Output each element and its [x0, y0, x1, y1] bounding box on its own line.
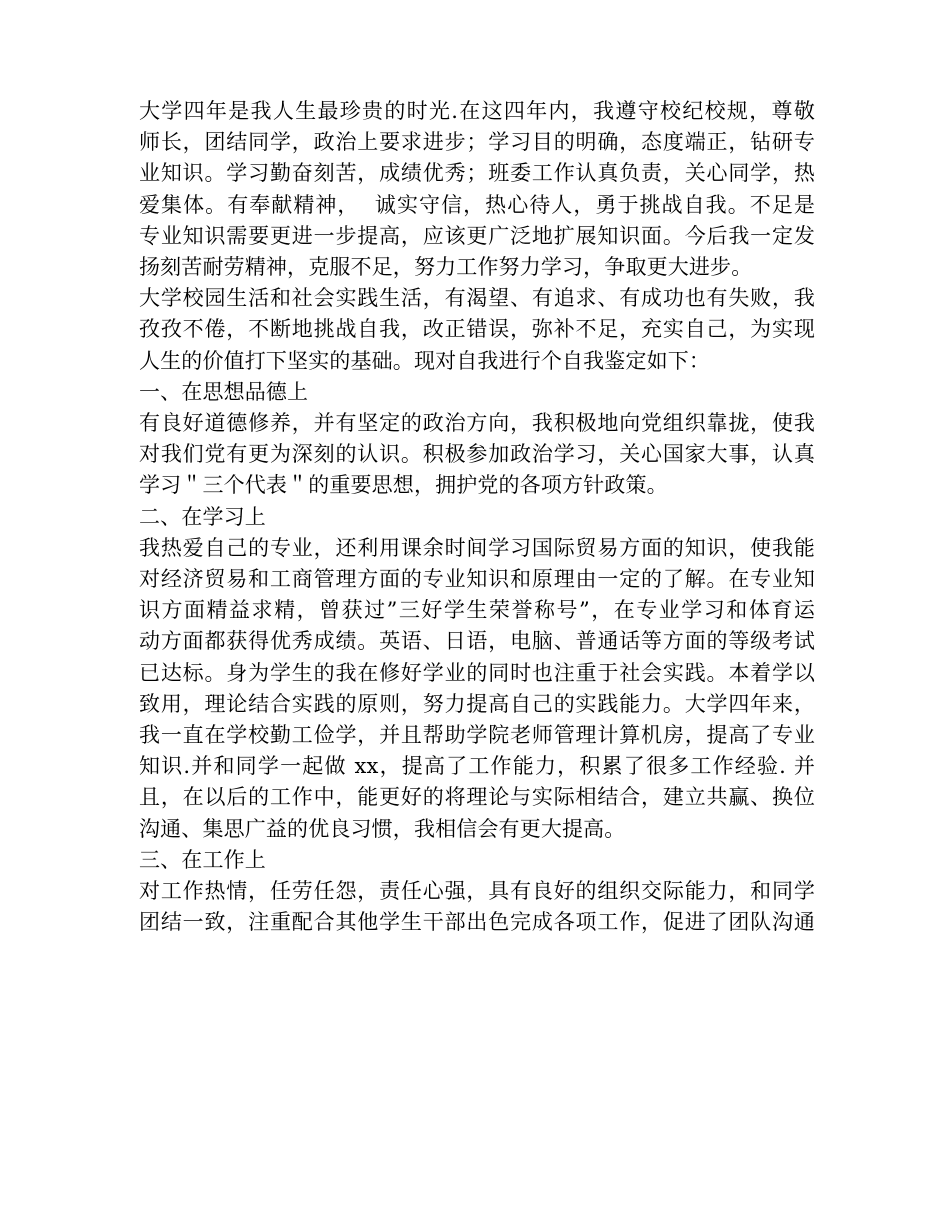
text-line: 识方面精益求精，曾获过”三好学生荣誉称号”，在专业学习和体育运 [139, 598, 815, 623]
text-line: 且，在以后的工作中，能更好的将理论与实际相结合，建立共赢、换位 [139, 785, 815, 810]
text-line: 对我们党有更为深刻的认识。积极参加政治学习，关心国家大事，认真 [139, 442, 815, 467]
text-line: 沟通、集思广益的优良习惯，我相信会有更大提高。 [139, 816, 626, 841]
text-line: 对工作热情，任劳任怨，责任心强，具有良好的组织交际能力，和同学 [139, 879, 815, 904]
text-line: 专业知识需要更进一步提高，应该更广泛地扩展知识面。今后我一定发 [139, 223, 815, 248]
text-line: 学习＂三个代表＂的重要思想，拥护党的各项方针政策。 [139, 473, 668, 498]
document-page [139, 96, 815, 938]
text-line: 大学四年是我人生最珍贵的时光.在这四年内，我遵守校纪校规，尊敬 [139, 99, 815, 123]
text-line: 已达标。身为学生的我在修好学业的同时也注重于社会实践。本着学以 [139, 660, 815, 685]
section-heading: 一、在思想品德上 [139, 379, 309, 404]
text-line: 孜孜不倦，不断地挑战自我，改正错误，弥补不足，充实自己，为实现 [139, 317, 815, 342]
text-line: 人生的价值打下坚实的基础。现对自我进行个自我鉴定如下： [139, 348, 711, 373]
section-heading: 三、在工作上 [139, 847, 266, 872]
text-line: 我一直在学校勤工俭学，并且帮助学院老师管理计算机房，提高了专业 [139, 723, 815, 748]
text-line: 有良好道德修养，并有坚定的政治方向，我积极地向党组织靠拢，使我 [139, 411, 815, 436]
text-line: 致用，理论结合实践的原则，努力提高自己的实践能力。大学四年来， [139, 691, 815, 716]
text-line: 团结一致，注重配合其他学生干部出色完成各项工作，促进了团队沟通 [139, 910, 815, 935]
text-line: 业知识。学习勤奋刻苦，成绩优秀；班委工作认真负责，关心同学，热 [139, 161, 815, 186]
text-line: 知识.并和同学一起做 xx，提高了工作能力，积累了很多工作经验. 并 [139, 754, 815, 779]
text-line: 我热爱自己的专业，还利用课余时间学习国际贸易方面的知识，使我能 [139, 535, 815, 560]
text-line: 师长，团结同学，政治上要求进步；学习目的明确，态度端正，钻研专 [139, 130, 815, 155]
text-line: 扬刻苦耐劳精神，克服不足，努力工作努力学习，争取更大进步。 [139, 255, 753, 280]
text-line: 动方面都获得优秀成绩。英语、日语，电脑、普通话等方面的等级考试 [139, 629, 815, 654]
section-heading: 二、在学习上 [139, 504, 266, 529]
text-line: 爱集体。有奉献精神， 诚实守信，热心待人，勇于挑战自我。不足是 [139, 192, 815, 217]
text-line: 大学校园生活和社会实践生活，有渴望、有追求、有成功也有失败，我 [139, 286, 815, 311]
text-line: 对经济贸易和工商管理方面的专业知识和原理由一定的了解。在专业知 [139, 567, 815, 592]
